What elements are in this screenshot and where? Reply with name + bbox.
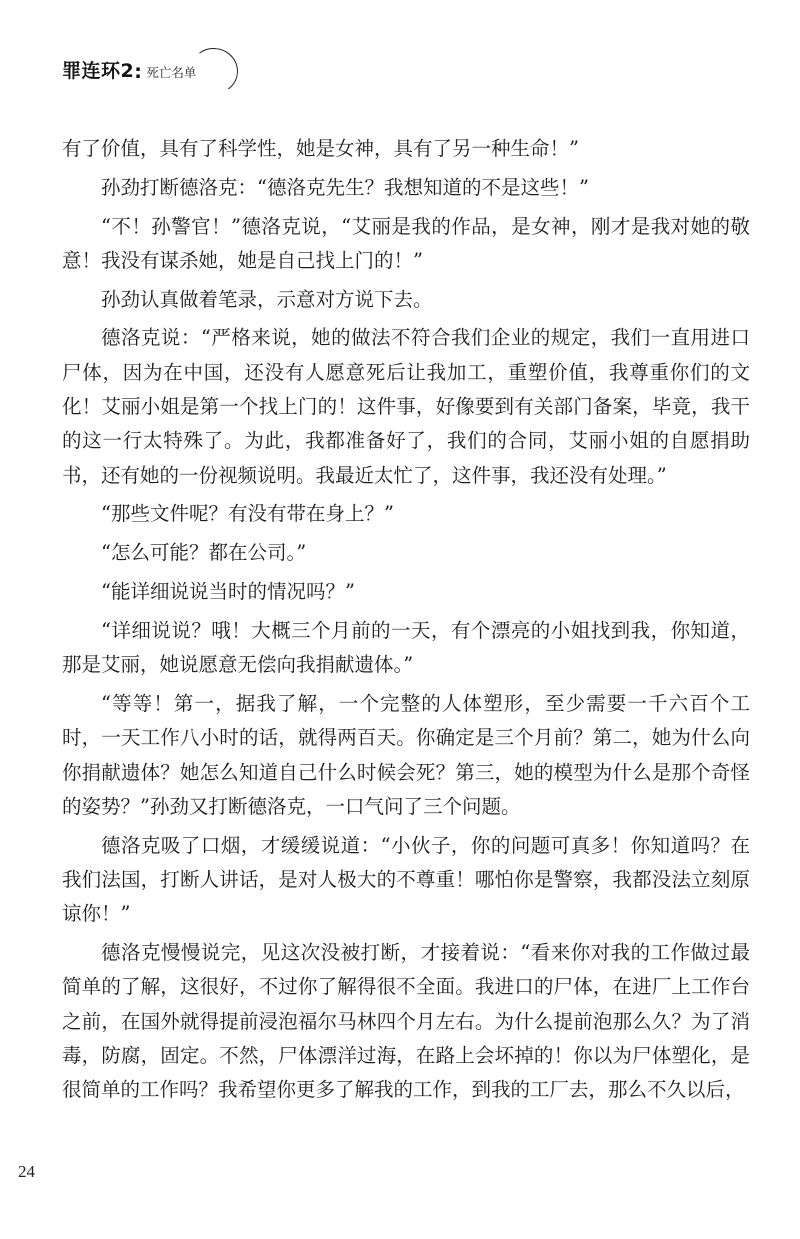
series-title: 罪连环2 — [62, 60, 135, 82]
series-subtitle: 死亡名单 — [146, 65, 197, 80]
paragraph: “不！孙警官！”德洛克说，“艾丽是我的作品，是女神，刚才是我对她的敬意！我没有谋杀她，她是自己找上门的！” — [62, 214, 750, 272]
paragraph: 德洛克说：“严格来说，她的做法不符合我们企业的规定，我们一直用进口尸体，因为在中国，还没有人愿意死后让我加工，重塑价值，我尊重你们的文化！艾丽小姐是第一个找上门的！这件事，好像要到有关部门备案，毕竟，我干的这一行太特殊了。为此，我都准备好了，我们的合同，艾丽小姐的自愿捐助书，还有她的一份视频说明。我最近太忙了，这件事，我还没有处理。” — [62, 326, 750, 487]
paragraph: “能详细说说当时的情况吗？” — [101, 580, 355, 604]
paragraph: 孙劲认真做着笔录，示意对方说下去。 — [101, 287, 433, 311]
running-header — [62, 56, 196, 83]
paragraph: 德洛克慢慢说完，见这次没被打断，才接着说：“看来你对我的工作做过最简单的了解，这很好，不过你了解得很不全面。我进口的尸体，在进厂上工作台之前，在国外就得提前浸泡福尔马林四个月左右。为什么提前泡那么久？为了消毒，防腐，固定。不然，尸体漂洋过海，在路上会坏掉的！你以为尸体塑化，是很简单的工作吗？我希望你更多了解我的工作，到我的工厂去，那么不久以后， — [62, 941, 750, 1102]
paragraph: 德洛克吸了口烟，才缓缓说道：“小伙子，你的问题可真多！你知道吗？在我们法国，打断人讲话，是对人极大的不尊重！哪怕你是警察，我都没法立刻原谅你！” — [62, 833, 750, 926]
paragraph: 孙劲打断德洛克：“德洛克先生？我想知道的不是这些！” — [101, 175, 589, 199]
paragraph: “详细说说？哦！大概三个月前的一天，有个漂亮的小姐找到我，你知道，那是艾丽，她说愿意无偿向我捐献遗体。” — [62, 618, 750, 677]
paragraph: “等等！第一，据我了解，一个完整的人体塑形，至少需要一千六百个工时，一天工作八小时的话，就得两百天。你确定是三个月前？第二，她为什么向你捐献遗体？她怎么知道自己什么时候会死？第三，她的模型为什么是那个奇怪的姿势？”孙劲又打断德洛克，一口气问了三个问题。 — [62, 691, 750, 818]
title-separator: : — [134, 61, 143, 83]
body-text — [62, 132, 750, 1112]
paragraph: “那些文件呢？有没有带在身上？” — [101, 502, 394, 526]
paragraph: “怎么可能？都在公司。” — [101, 541, 307, 565]
paragraph: 有了价值，具有了科学性，她是女神，具有了另一种生命！” — [62, 137, 579, 160]
title-arc-decoration — [187, 45, 241, 97]
page-number: 24 — [18, 1162, 35, 1181]
